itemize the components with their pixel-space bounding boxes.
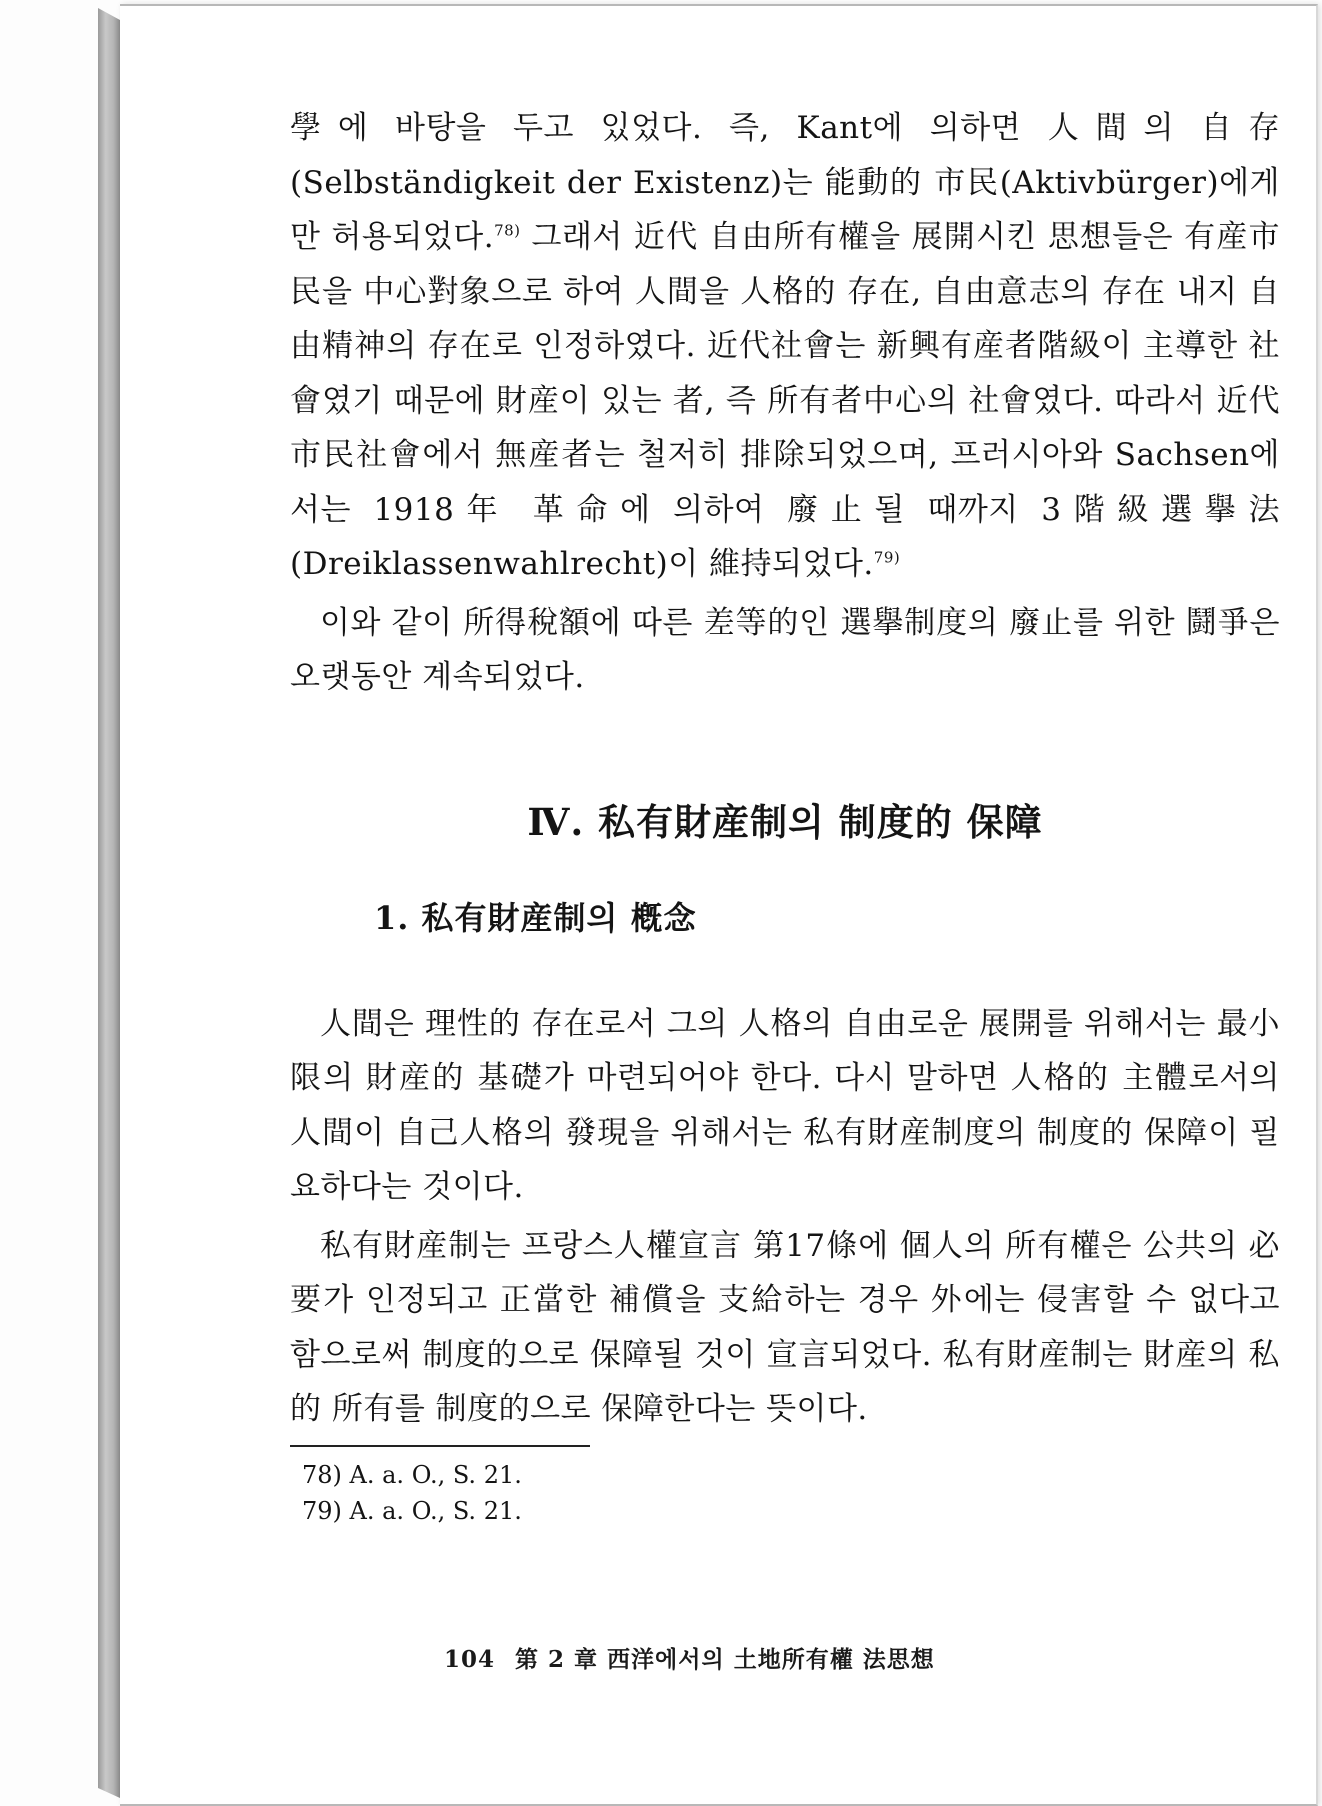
footnote-ref-78[interactable]: 78) <box>494 221 521 240</box>
paragraph-kant-autonomy <box>290 101 1280 592</box>
section-heading: Ⅳ. 私有財産制의 制度的 保障 <box>527 799 1043 844</box>
footnote-divider <box>290 1445 590 1447</box>
footnote-79: 79) A. a. O., S. 21. <box>302 1496 522 1525</box>
paragraph-1-text-a: 學에 바탕을 두고 있었다. 즉, Kant에 의하면 人間의 自存(Selbständigkeit der Existenz)는 能動的 市民(Aktivbürger)에게만 허용되었다. <box>290 110 1280 255</box>
book-spine-edge <box>98 8 120 1798</box>
page-body <box>290 101 1280 1529</box>
paragraph-1-text-b: 그래서 近代 自由所有權을 展開시킨 思想들은 有産市民을 中心對象으로 하여 人間을 人格的 存在, 自由意志의 存在 내지 自由精神의 存在로 인정하였다. 近代社會는 新興有産者階級이 主導한 社會였기 때문에 財産이 있는 者, 즉 所有者中心의 社會였다. 따라서 近代 市民社會에서 無産者는 철저히 排除되었으며, 프러시아와 Sachsen에서는 1918年 革命에 의하여 廢止될 때까지 3階級選擧法(Dreiklassenwahlrecht)이 維持되었다. <box>290 219 1280 582</box>
page-number: 104 <box>444 1646 496 1673</box>
footnote-ref-79[interactable]: 79) <box>873 548 901 567</box>
footnote-78: 78) A. a. O., S. 21. <box>302 1460 522 1489</box>
book-page <box>120 4 1318 1806</box>
paragraph-french-declaration: 私有財産制는 프랑스人權宣言 第17條에 個人의 所有權은 公共의 必要가 인정되고 正當한 補償을 支給하는 경우 外에는 侵害할 수 없다고 함으로써 制度的으로 保障될 것이 宣言되었다. 私有財産制는 財産의 私的 所有를 制度的으로 保障한다는 뜻이다. <box>290 1227 1280 1427</box>
paragraph-election-struggle: 이와 같이 所得稅額에 따른 差等的인 選擧制度의 廢止를 위한 鬪爭은 오랫동안 계속되었다. <box>290 604 1280 695</box>
footnotes <box>290 1457 1280 1529</box>
running-footer <box>444 1641 935 1674</box>
chapter-title: 第 2 章 西洋에서의 土地所有權 法思想 <box>515 1646 935 1673</box>
subsection-heading: 1. 私有財産制의 槪念 <box>374 898 697 937</box>
paragraph-property-basis: 人間은 理性的 存在로서 그의 人格의 自由로운 展開를 위해서는 最小限의 財産的 基礎가 마련되어야 한다. 다시 말하면 人格的 主體로서의 人間이 自己人格의 發現을 위해서는 私有財産制度의 制度的 保障이 필요하다는 것이다. <box>290 1005 1280 1205</box>
